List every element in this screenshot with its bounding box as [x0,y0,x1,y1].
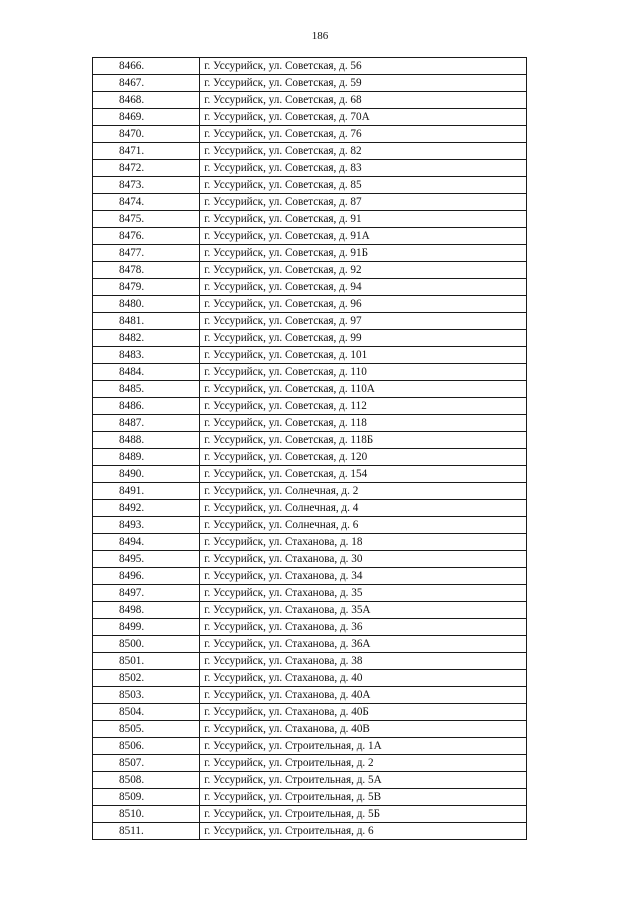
table-row [93,449,527,466]
row-number: 8511. [93,823,200,840]
table-row [93,58,527,75]
row-address: г. Уссурийск, ул. Советская, д. 110А [200,381,527,398]
row-number: 8474. [93,194,200,211]
row-address: г. Уссурийск, ул. Советская, д. 91А [200,228,527,245]
row-address: г. Уссурийск, ул. Советская, д. 154 [200,466,527,483]
table-row [93,653,527,670]
row-number: 8487. [93,415,200,432]
row-address: г. Уссурийск, ул. Стаханова, д. 30 [200,551,527,568]
table-row [93,466,527,483]
row-address: г. Уссурийск, ул. Советская, д. 92 [200,262,527,279]
row-number: 8466. [93,58,200,75]
row-number: 8498. [93,602,200,619]
row-address: г. Уссурийск, ул. Советская, д. 101 [200,347,527,364]
row-address: г. Уссурийск, ул. Строительная, д. 5А [200,772,527,789]
table-row [93,721,527,738]
row-address: г. Уссурийск, ул. Советская, д. 83 [200,160,527,177]
table-row [93,619,527,636]
table-row [93,313,527,330]
row-address: г. Уссурийск, ул. Советская, д. 110 [200,364,527,381]
row-number: 8485. [93,381,200,398]
table-row [93,789,527,806]
row-number: 8480. [93,296,200,313]
row-number: 8505. [93,721,200,738]
row-number: 8492. [93,500,200,517]
row-number: 8490. [93,466,200,483]
row-number: 8500. [93,636,200,653]
row-address: г. Уссурийск, ул. Советская, д. 94 [200,279,527,296]
table-row [93,92,527,109]
row-address: г. Уссурийск, ул. Стаханова, д. 18 [200,534,527,551]
table-row [93,483,527,500]
table-row [93,585,527,602]
table-row [93,364,527,381]
table-row [93,381,527,398]
table-row [93,568,527,585]
row-address: г. Уссурийск, ул. Стаханова, д. 40В [200,721,527,738]
row-address: г. Уссурийск, ул. Советская, д. 87 [200,194,527,211]
table-row [93,194,527,211]
row-address: г. Уссурийск, ул. Стаханова, д. 35 [200,585,527,602]
row-address: г. Уссурийск, ул. Строительная, д. 1А [200,738,527,755]
address-table-body [93,58,527,840]
row-address: г. Уссурийск, ул. Стаханова, д. 40А [200,687,527,704]
table-row [93,211,527,228]
row-number: 8499. [93,619,200,636]
row-address: г. Уссурийск, ул. Советская, д. 120 [200,449,527,466]
table-row [93,143,527,160]
row-address: г. Уссурийск, ул. Советская, д. 99 [200,330,527,347]
table-row [93,517,527,534]
row-address: г. Уссурийск, ул. Солнечная, д. 6 [200,517,527,534]
row-number: 8473. [93,177,200,194]
table-row [93,823,527,840]
row-address: г. Уссурийск, ул. Советская, д. 118Б [200,432,527,449]
table-row [93,262,527,279]
row-number: 8488. [93,432,200,449]
row-address: г. Уссурийск, ул. Советская, д. 59 [200,75,527,92]
table-row [93,279,527,296]
row-address: г. Уссурийск, ул. Солнечная, д. 4 [200,500,527,517]
row-number: 8476. [93,228,200,245]
table-row [93,330,527,347]
row-number: 8491. [93,483,200,500]
row-address: г. Уссурийск, ул. Строительная, д. 5Б [200,806,527,823]
row-number: 8508. [93,772,200,789]
table-row [93,398,527,415]
row-address: г. Уссурийск, ул. Советская, д. 85 [200,177,527,194]
row-address: г. Уссурийск, ул. Советская, д. 91Б [200,245,527,262]
row-number: 8467. [93,75,200,92]
table-row [93,347,527,364]
row-address: г. Уссурийск, ул. Советская, д. 91 [200,211,527,228]
row-number: 8497. [93,585,200,602]
table-row [93,704,527,721]
row-number: 8471. [93,143,200,160]
row-address: г. Уссурийск, ул. Советская, д. 97 [200,313,527,330]
table-row [93,738,527,755]
row-address: г. Уссурийск, ул. Стаханова, д. 38 [200,653,527,670]
row-address: г. Уссурийск, ул. Стаханова, д. 40 [200,670,527,687]
row-address: г. Уссурийск, ул. Советская, д. 82 [200,143,527,160]
row-number: 8477. [93,245,200,262]
row-number: 8482. [93,330,200,347]
row-number: 8501. [93,653,200,670]
row-address: г. Уссурийск, ул. Строительная, д. 5В [200,789,527,806]
table-row [93,177,527,194]
table-row [93,75,527,92]
row-number: 8489. [93,449,200,466]
table-row [93,670,527,687]
row-number: 8483. [93,347,200,364]
page-number: 186 [311,30,329,42]
row-number: 8472. [93,160,200,177]
row-address: г. Уссурийск, ул. Советская, д. 96 [200,296,527,313]
table-row [93,126,527,143]
table-row [93,602,527,619]
table-row [93,500,527,517]
row-address: г. Уссурийск, ул. Строительная, д. 6 [200,823,527,840]
row-address: г. Уссурийск, ул. Стаханова, д. 34 [200,568,527,585]
row-number: 8494. [93,534,200,551]
row-address: г. Уссурийск, ул. Советская, д. 112 [200,398,527,415]
table-row [93,432,527,449]
table-row [93,636,527,653]
row-number: 8496. [93,568,200,585]
row-number: 8479. [93,279,200,296]
row-number: 8506. [93,738,200,755]
row-number: 8470. [93,126,200,143]
row-number: 8468. [93,92,200,109]
table-row [93,806,527,823]
row-number: 8469. [93,109,200,126]
table-row [93,296,527,313]
row-number: 8509. [93,789,200,806]
row-address: г. Уссурийск, ул. Солнечная, д. 2 [200,483,527,500]
row-number: 8475. [93,211,200,228]
row-address: г. Уссурийск, ул. Советская, д. 118 [200,415,527,432]
row-address: г. Уссурийск, ул. Стаханова, д. 36А [200,636,527,653]
table-row [93,109,527,126]
row-address: г. Уссурийск, ул. Советская, д. 68 [200,92,527,109]
row-address: г. Уссурийск, ул. Стаханова, д. 36 [200,619,527,636]
table-row [93,772,527,789]
row-number: 8504. [93,704,200,721]
table-row [93,755,527,772]
row-number: 8478. [93,262,200,279]
row-address: г. Уссурийск, ул. Советская, д. 76 [200,126,527,143]
row-number: 8484. [93,364,200,381]
row-number: 8507. [93,755,200,772]
table-row [93,687,527,704]
row-number: 8486. [93,398,200,415]
table-row [93,534,527,551]
row-address: г. Уссурийск, ул. Строительная, д. 2 [200,755,527,772]
row-number: 8502. [93,670,200,687]
row-address: г. Уссурийск, ул. Советская, д. 70А [200,109,527,126]
row-number: 8510. [93,806,200,823]
table-row [93,245,527,262]
row-number: 8503. [93,687,200,704]
row-address: г. Уссурийск, ул. Стаханова, д. 35А [200,602,527,619]
row-number: 8481. [93,313,200,330]
row-address: г. Уссурийск, ул. Советская, д. 56 [200,58,527,75]
row-address: г. Уссурийск, ул. Стаханова, д. 40Б [200,704,527,721]
row-number: 8493. [93,517,200,534]
table-row [93,228,527,245]
row-number: 8495. [93,551,200,568]
table-row [93,160,527,177]
table-row [93,551,527,568]
table-row [93,415,527,432]
address-table [92,57,527,840]
